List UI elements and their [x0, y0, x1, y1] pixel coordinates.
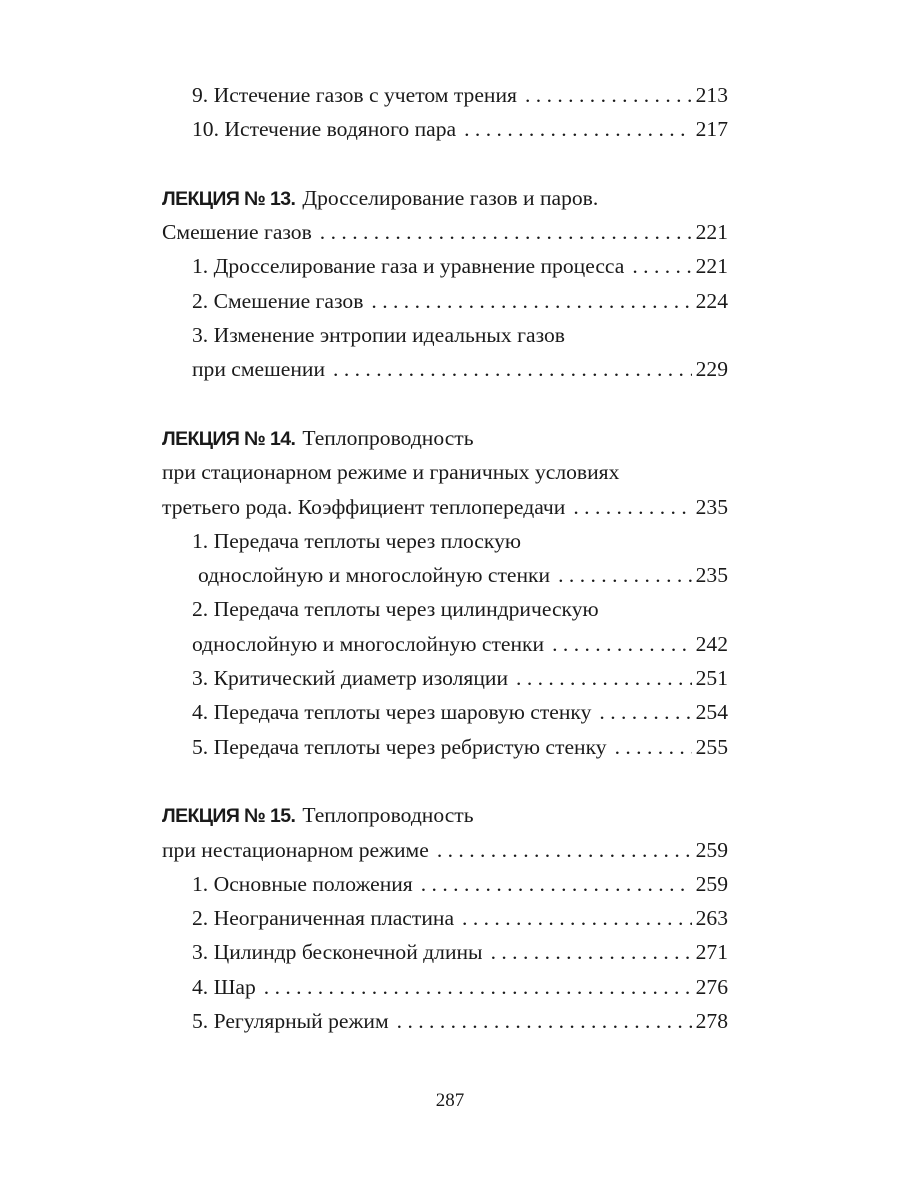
dot-leader — [421, 867, 692, 901]
toc-entry — [162, 935, 728, 969]
lecture-label: ЛЕКЦИЯ № 13. — [162, 187, 296, 210]
table-of-contents — [162, 78, 728, 1038]
toc-entry-first-line — [162, 318, 728, 352]
dot-leader — [437, 833, 692, 867]
toc-entry-page: 224 — [695, 288, 728, 313]
lecture-title-line: при стационарном режиме и граничных условиях — [162, 460, 620, 485]
lecture-heading-end — [162, 215, 728, 249]
toc-entry-title: 3. Критический диаметр изоляции — [192, 666, 509, 691]
dot-leader — [525, 78, 692, 112]
dot-leader — [632, 249, 691, 283]
toc-entry-title: 3. Цилиндр бесконечной длины — [192, 940, 483, 965]
dot-leader — [264, 970, 692, 1004]
lecture-heading — [162, 421, 728, 455]
toc-entry-page: 235 — [695, 563, 728, 588]
lecture-page: 259 — [695, 837, 728, 862]
toc-entry-title: 9. Истечение газов с учетом трения — [192, 83, 517, 107]
lecture-heading — [162, 181, 728, 215]
toc-entry — [162, 867, 728, 901]
lecture-heading-cont — [162, 455, 728, 489]
toc-entry — [162, 1004, 728, 1038]
lecture-title-line: Дросселирование газов и паров. — [302, 185, 599, 210]
toc-entry-title: 4. Передача теплоты через шаровую стенку — [192, 700, 592, 725]
toc-entry-page: 271 — [695, 940, 728, 965]
lecture-heading — [162, 798, 728, 832]
toc-entry-page: 255 — [695, 734, 728, 759]
toc-entry — [162, 627, 728, 661]
toc-entry-title: 1. Основные положения — [192, 871, 413, 896]
lecture-label: ЛЕКЦИЯ № 14. — [162, 427, 296, 450]
dot-leader — [599, 695, 691, 729]
toc-entry-page: 217 — [695, 117, 728, 142]
toc-entry — [162, 78, 728, 112]
toc-entry-page: 251 — [695, 666, 728, 691]
toc-entry-page: 221 — [695, 254, 728, 279]
dot-leader — [397, 1004, 692, 1038]
toc-entry-title: 1. Дросселирование газа и уравнение процесса — [192, 254, 625, 279]
toc-entry-page: 263 — [695, 906, 728, 931]
toc-entry — [162, 284, 728, 318]
dot-leader — [371, 284, 691, 318]
dot-leader — [558, 558, 692, 592]
dot-leader — [552, 627, 692, 661]
toc-entry — [162, 661, 728, 695]
toc-entry — [162, 249, 728, 283]
toc-entry — [162, 695, 728, 729]
toc-entry-first-line — [162, 592, 728, 626]
dot-leader — [573, 490, 691, 524]
toc-entry-title: при смешении — [192, 357, 326, 382]
toc-entry-title: 10. Истечение водяного пара — [192, 117, 457, 142]
lecture-title-line: Смешение газов — [162, 220, 312, 245]
toc-entry-title: 3. Изменение энтропии идеальных газов — [192, 323, 565, 348]
toc-entry-title: 5. Регулярный режим — [192, 1009, 389, 1034]
toc-entry-page: 229 — [695, 357, 728, 382]
toc-entry-page: 278 — [695, 1009, 728, 1034]
dot-leader — [333, 352, 692, 386]
toc-entry-page: 259 — [695, 871, 728, 896]
dot-leader — [491, 935, 692, 969]
toc-entry — [162, 352, 728, 386]
dot-leader — [462, 901, 692, 935]
toc-entry-first-line — [162, 524, 728, 558]
lecture-label: ЛЕКЦИЯ № 15. — [162, 805, 296, 828]
lecture-heading-end — [162, 833, 728, 867]
toc-entry-title: 2. Неограниченная пластина — [192, 906, 455, 931]
toc-entry — [162, 112, 728, 146]
dot-leader — [615, 730, 692, 764]
lecture-page: 235 — [695, 494, 728, 519]
toc-entry — [162, 970, 728, 1004]
toc-entry-page: 276 — [695, 974, 728, 999]
lecture-title-line: третьего рода. Коэффициент теплопередачи — [162, 494, 566, 519]
toc-entry-title: однослойную и многослойную стенки — [192, 631, 545, 656]
lecture-title-line: при нестационарном режиме — [162, 837, 429, 862]
dot-leader — [516, 661, 692, 695]
toc-entry — [162, 901, 728, 935]
lecture-title-line: Теплопроводность — [302, 803, 474, 828]
toc-entry-page: 213 — [695, 83, 728, 107]
lecture-heading-end — [162, 490, 728, 524]
dot-leader — [320, 215, 692, 249]
toc-entry-title: 5. Передача теплоты через ребристую стенку — [192, 734, 607, 759]
toc-entry-title: 2. Передача теплоты через цилиндрическую — [192, 597, 599, 622]
toc-entry-page: 254 — [695, 700, 728, 725]
toc-entry-title: 4. Шар — [192, 974, 256, 999]
toc-entry-title: однослойную и многослойную стенки — [198, 563, 551, 588]
toc-entry-title: 1. Передача теплоты через плоскую — [192, 528, 522, 553]
toc-entry-title: 2. Смешение газов — [192, 288, 364, 313]
lecture-page: 221 — [695, 220, 728, 245]
lecture-title-line: Теплопроводность — [302, 425, 474, 450]
toc-entry-page: 242 — [695, 631, 728, 656]
toc-entry — [162, 558, 728, 592]
page-number: 287 — [435, 1090, 465, 1111]
dot-leader — [464, 112, 691, 146]
toc-entry — [162, 730, 728, 764]
